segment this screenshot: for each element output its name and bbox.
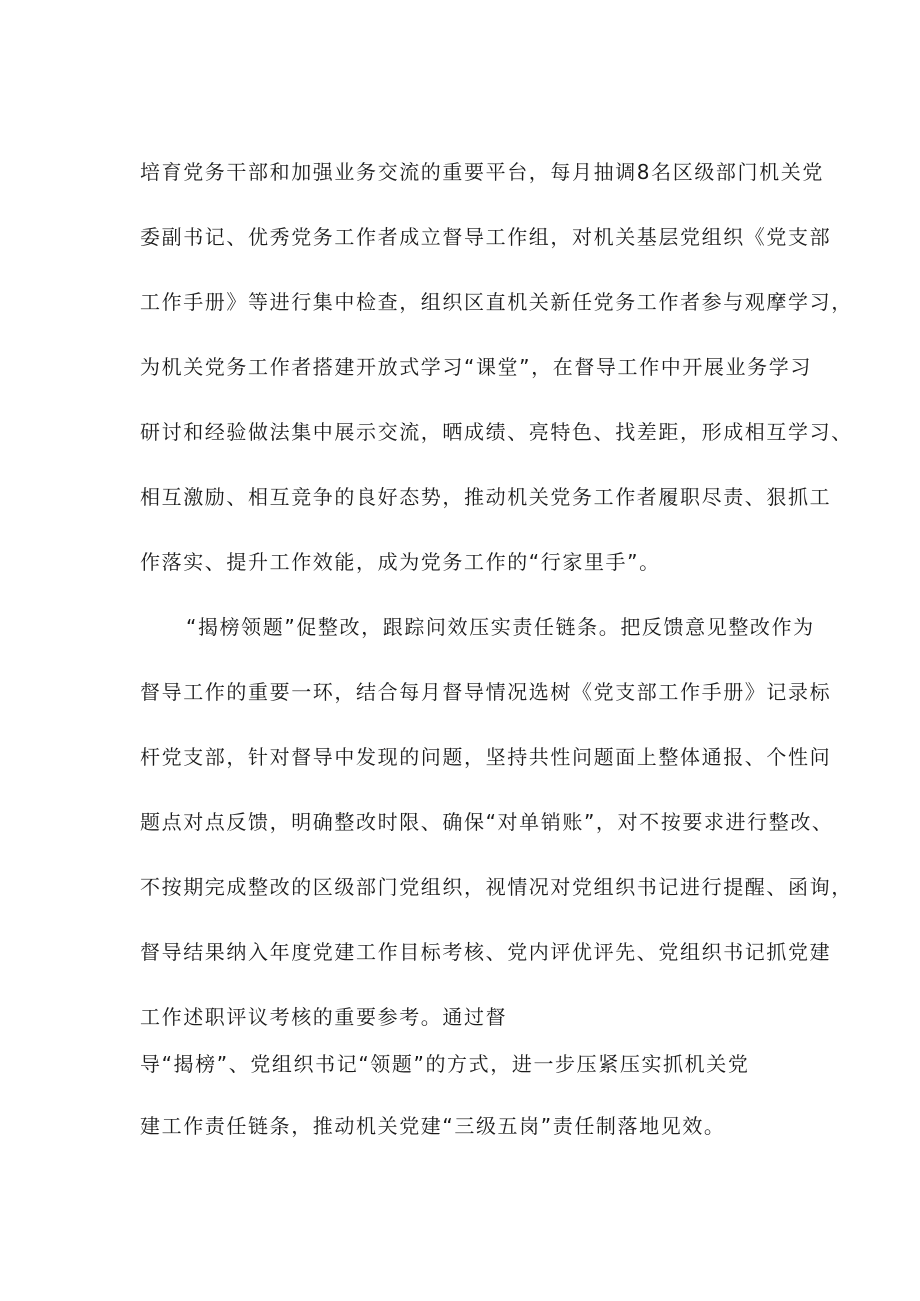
paragraph-line-15: 导“揭榜”、党组织书记“领题”的方式，进一步压紧压实抓机关党 (140, 1052, 750, 1076)
paragraph-line-16: 建工作责任链条，推动机关党建“三级五岗”责任制落地见效。 (140, 1114, 726, 1138)
paragraph-line-12: 不按期完成整改的区级部门党组织，视情况对党组织书记进行提醒、函询， (140, 875, 853, 899)
paragraph-line-13: 督导结果纳入年度党建工作目标考核、党内评优评先、党组织书记抓党建 (140, 940, 832, 964)
paragraph-line-14: 工作述职评议考核的重要参考。通过督 (140, 1005, 508, 1029)
paragraph-line-3: 工作手册》等进行集中检查，组织区直机关新任党务工作者参与观摩学习， (140, 290, 853, 314)
paragraph-line-10: 杆党支部，针对督导中发现的问题，坚持共性问题面上整体通报、个性问 (140, 745, 832, 769)
paragraph-line-5: 研讨和经验做法集中展示交流，晒成绩、亮特色、找差距，形成相互学习、 (140, 420, 853, 444)
paragraph-line-9: 督导工作的重要一环，结合每月督导情况选树《党支部工作手册》记录标 (140, 680, 832, 704)
paragraph-line-4: 为机关党务工作者搭建开放式学习“课堂”，在督导工作中开展业务学习 (140, 355, 812, 379)
paragraph-line-11: 题点对点反馈，明确整改时限、确保“对单销账”，对不按要求进行整改、 (140, 810, 834, 834)
paragraph-line-6: 相互激励、相互竞争的良好态势，推动机关党务工作者履职尽责、狠抓工 (140, 485, 832, 509)
paragraph-line-2: 委副书记、优秀党务工作者成立督导工作组，对机关基层党组织《党支部 (140, 225, 832, 249)
paragraph-line-1: 培育党务干部和加强业务交流的重要平台，每月抽调8名区级部门机关党 (140, 160, 824, 184)
paragraph-line-7: 作落实、提升工作效能，成为党务工作的“行家里手”。 (140, 550, 661, 574)
paragraph-line-8: “揭榜领题”促整改，跟踪问效压实责任链条。把反馈意见整改作为 (186, 615, 815, 639)
